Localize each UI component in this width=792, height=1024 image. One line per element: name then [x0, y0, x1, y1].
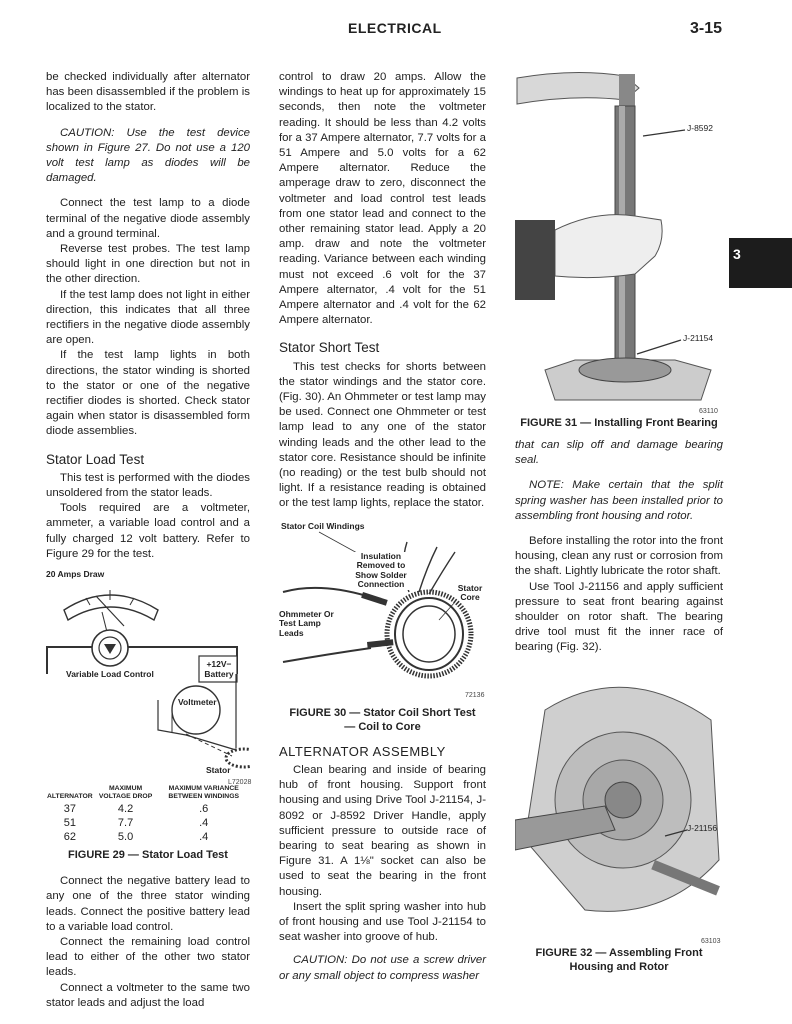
- figure-code: 63103: [701, 937, 721, 945]
- table-cell: .6: [199, 803, 209, 816]
- paragraph: Connect a voltmeter to the same two stator leads and adjust the load: [46, 981, 250, 1009]
- paragraph: If the test lamp lights in both directions, the stator winding is shorted to the stator or one of the negative rectifier diodes is shorted. Check stator again when stator is disassembled form diode assemblies.: [46, 349, 250, 438]
- table-row: [46, 802, 250, 816]
- label-tool-j8592: J-8592: [687, 123, 713, 133]
- paragraph: control to draw 20 amps. Allow the windings to heat up for approximately 15 seconds, then note the voltmeter reading. It should be less than 4.2 volts for a 37 Ampere alternator, 7.7 volts for a 51 Ampere and 5.0 volts for a 62 Ampere alternator. Reduce the amperage draw to zero, disconnect the voltmeter and load control test leads from one stator lead and connect to the other remaining stator lead. Apply a 20 amp. draw and note the voltmeter reading. Variance between each winding must not exceed .6 volt for the 37 Ampere alternator, .4 volt for the 51 Ampere alternator and .4 volt for the 62 Ampere alternator.: [279, 71, 486, 327]
- paragraph: Connect the negative battery lead to any one of the three stator winding leads. Connect the positive battery lead to a variable load control.: [46, 875, 250, 933]
- label-ohmmeter-leads: Ohmmeter Or Test Lamp Leads: [279, 608, 334, 638]
- section-tab-label: 3: [733, 246, 741, 262]
- figure-31-photo: [515, 70, 723, 414]
- column-3: [515, 70, 723, 974]
- table-row: [46, 830, 250, 844]
- table-cell: .4: [199, 817, 209, 830]
- figure-30: [279, 522, 486, 702]
- heading-stator-load-test: Stator Load Test: [46, 451, 145, 467]
- paragraph: This test checks for shorts between the stator windings and the stator core. (Fig. 30). An Ohmmeter or test lamp may be used. Connect one Ohmmeter or test lamp lead to any one of the stator winding leads and the other lead to the stator core. Resistance should be infinite (no reading) or the test bulb should not light. If a resistance reading is obtained or the test lamp lights, replace the stator.: [279, 360, 486, 510]
- table-row: [46, 816, 250, 830]
- label-voltmeter: Voltmeter: [178, 697, 217, 708]
- label-variable-load-control: Variable Load Control: [66, 669, 154, 680]
- section-title: ELECTRICAL: [348, 20, 442, 36]
- paragraph: Reverse test probes. The test lamp should light in one direction but not in the other direction.: [46, 243, 250, 286]
- figure-32-caption: FIGURE 32 — Assembling Front Housing and Rotor: [535, 946, 703, 973]
- label-battery: +12V− Battery: [204, 659, 234, 679]
- table-header: MAXIMUM VARIANCE BETWEEN WINDINGS: [168, 785, 240, 801]
- label-20-amps-draw: 20 Amps Draw: [46, 569, 105, 580]
- caution-text: that can slip off and damage bearing seal.: [515, 439, 723, 467]
- table-cell: 7.7: [117, 817, 134, 830]
- paragraph: Clean bearing and inside of bearing hub of front housing. Support front housing and using Drive Tool J-21154, J-8092 or J-8592 Driver Handle, apply sufficient pressure to outside race of bearing to seat bearing as shown in Figure 31. A 1⅛" socket can also be used to seat the bearing in the front housing.: [279, 763, 486, 898]
- figure-code: L72028: [228, 779, 252, 787]
- column-1: [46, 70, 250, 1011]
- table-cell: 51: [63, 817, 76, 830]
- page-number: 3-15: [689, 20, 722, 37]
- load-control-box: [46, 646, 238, 648]
- ammeter-icon: [64, 590, 158, 636]
- figure-30-caption: FIGURE 30 — Stator Coil Short Test — Coil to Core: [289, 706, 476, 733]
- figure-31-caption: FIGURE 31 — Installing Front Bearing: [520, 417, 718, 429]
- paragraph: be checked individually after alternator has been disassembled if the problem is localized to the stator.: [46, 71, 250, 114]
- test-probe-icon: [283, 648, 371, 662]
- figure-code: 72136: [465, 691, 485, 699]
- figure-31: [515, 70, 723, 414]
- label-stator-coil-windings: Stator Coil Windings: [281, 520, 365, 531]
- label-tool-j21154: J-21154: [683, 333, 714, 343]
- voltmeter-icon: [172, 686, 220, 734]
- paragraph: Insert the split spring washer into hub of front housing and use Tool J-21154 to seat washer into groove of hub.: [279, 900, 486, 944]
- table-cell: 5.0: [117, 831, 134, 844]
- paragraph: Connect the test lamp to a diode terminal of the negative diode assembly and a ground terminal.: [46, 197, 250, 240]
- table-cell: 4.2: [117, 803, 134, 816]
- table-header: ALTERNATOR: [47, 793, 93, 801]
- table-header: MAXIMUM VOLTAGE DROP: [98, 785, 153, 801]
- paragraph: Connect the remaining load control lead to either of the other two stator leads.: [46, 935, 250, 979]
- table-cell: .4: [199, 831, 209, 844]
- variance-table: [46, 784, 250, 844]
- label-stator-core: Stator Core: [457, 582, 483, 603]
- paragraph: This test is performed with the diodes unsoldered from the stator leads.: [46, 471, 250, 500]
- note-text: NOTE: Make certain that the split spring washer has been installed prior to assembling front housing and rotor.: [515, 479, 723, 522]
- heading-alternator-assembly: ALTERNATOR ASSEMBLY: [279, 743, 446, 759]
- paragraph: Before installing the rotor into the front housing, clean any rust or corrosion from the shaft. Lightly lubricate the rotor shaft.: [515, 535, 723, 578]
- paragraph: Use Tool J-21156 and apply sufficient pressure to seat front bearing against shoulder on rotor shaft. The bearing drive tool must fit the inner race of bearing (Fig. 32).: [515, 580, 723, 654]
- paragraph: Tools required are a voltmeter, ammeter, a variable load control and a fully charged 12 volt battery. Refer to Figure 29 for the test.: [46, 502, 250, 560]
- table-cell: 62: [63, 831, 76, 844]
- stator-coil-icon: [387, 592, 471, 676]
- column-2: [279, 70, 486, 994]
- figure-32-photo: [515, 670, 723, 944]
- figure-29: [46, 569, 252, 787]
- table-cell: 37: [63, 803, 76, 816]
- heading-stator-short-test: Stator Short Test: [279, 340, 380, 356]
- label-insulation: Insulation Removed to Show Solder Connection: [351, 552, 411, 590]
- caution-text: CAUTION: Do not use a screw driver or any small object to compress washer: [279, 954, 486, 982]
- figure-code: 63110: [699, 408, 718, 415]
- label-stator: Stator: [206, 765, 231, 776]
- paragraph: If the test lamp does not light in either direction, this indicates that all three rectifiers in the negative diode assembly are open.: [46, 288, 250, 347]
- caution-text: CAUTION: Use the test device shown in Figure 27. Do not use a 120 volt test lamp as diodes will be damaged.: [46, 126, 250, 185]
- figure-32: [515, 670, 723, 944]
- figure-29-caption: FIGURE 29 — Stator Load Test: [68, 849, 228, 862]
- label-tool-j21156: J-21156: [687, 822, 718, 833]
